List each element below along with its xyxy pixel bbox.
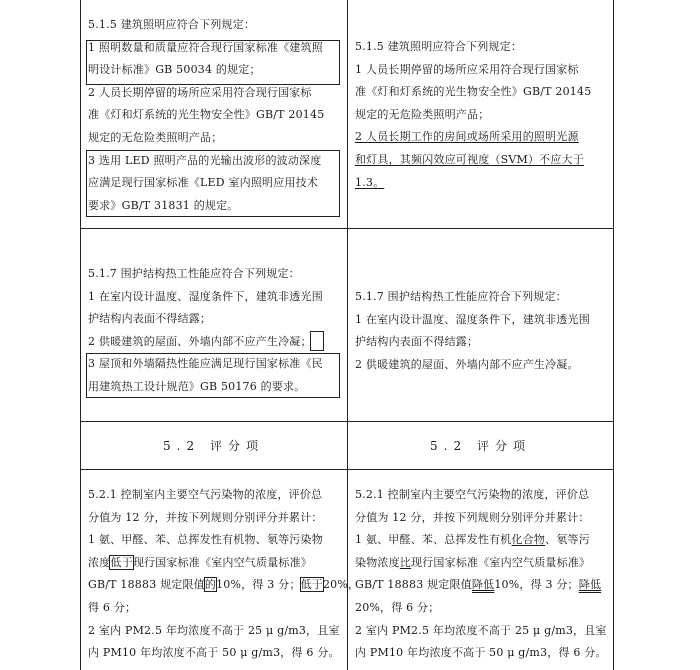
clause-line [355, 574, 611, 597]
clause-line: 2 室内 PM2.5 年均浓度不高于 25 μ g/m3，且室 [88, 623, 340, 637]
clause-line: 3 屋顶和外墙隔热性能应满足现行国家标准《民 [88, 357, 323, 371]
clause-line: 1 在室内设计温度、湿度条件下，建筑非透光围 [88, 289, 323, 303]
boxed-term: 的 [204, 578, 217, 592]
clause-line [88, 552, 344, 575]
text: 、氡等污 [545, 533, 590, 547]
clause-line: 分值为 12 分，并按下列规则分别评分并累计： [88, 510, 323, 524]
row-divider-3 [80, 469, 614, 470]
clause-line: 用建筑热工设计规范》GB 50176 的要求。 [88, 379, 306, 393]
clause-line: 5.2.1 控制室内主要空气污染物的浓度，评价总 [88, 488, 323, 501]
revised-term: 降低 [578, 578, 602, 592]
clause-line: 5.2.1 控制室内主要空气污染物的浓度，评价总 [355, 488, 590, 501]
clause-line: 明设计标准》GB 50034 的规定； [88, 63, 261, 77]
highlight-box-semicolon [310, 331, 324, 351]
table-column-divider [347, 0, 348, 670]
text: 浓度 [88, 555, 111, 569]
clause-line [355, 529, 611, 552]
right-clause-5-1-5 [355, 36, 611, 194]
clause-line: 1 人员长期停留的场所应采用符合现行国家标 [355, 62, 579, 76]
clause-line: 得 6 分； [88, 600, 137, 614]
clause-line: 规定的无危险类照明产品； [355, 107, 490, 121]
row-divider-2 [80, 421, 614, 422]
clause-line: 1 照明数量和质量应符合现行国家标准《建筑照 [88, 40, 323, 54]
right-clause-5-1-7 [355, 286, 611, 376]
boxed-term: 低于 [300, 578, 323, 592]
text: 10%，得 3 分； [216, 578, 301, 592]
right-section-header: 5.2 评分项 [430, 439, 531, 453]
left-clause-5-2-1 [88, 484, 360, 665]
clause-line: 准《灯和灯系统的光生物安全性》GB/T 20145 [88, 108, 325, 122]
clause-line: 护结构内表面不得结露； [355, 335, 479, 349]
row-divider-1 [80, 228, 614, 229]
clause-title: 5.1.7 围护结构热工性能应符合下列规定： [88, 267, 300, 280]
clause-line-revised: 1.3。 [355, 175, 385, 189]
clause-line: 2 供暖建筑的屋面、外墙内部不应产生冷凝。 [355, 357, 579, 371]
clause-line: 规定的无危险类照明产品； [88, 130, 223, 144]
clause-line: 准《灯和灯系统的光生物安全性》GB/T 20145 [355, 85, 592, 99]
highlight-box-item-3 [86, 150, 340, 217]
clause-line [355, 552, 611, 575]
clause-line: 分值为 12 分，并按下列规则分别评分并累计： [355, 510, 590, 524]
clause-line: 要求》GB/T 31831 的规定。 [88, 198, 239, 212]
clause-line: 2 人员长期停留的场所应采用符合现行国家标 [88, 85, 312, 99]
clause-line [88, 574, 360, 597]
boxed-term: 低于 [110, 555, 133, 569]
highlight-box-item-3 [86, 353, 340, 398]
clause-title: 5.1.5 建筑照明应符合下列规定： [355, 40, 523, 53]
clause-line-revised: 和灯具，其频闪效应可视度（SVM）不应大于 [355, 152, 584, 166]
left-section-header: 5.2 评分项 [163, 439, 264, 453]
clause-line: 3 选用 LED 照明产品的光输出波形的波动深度 [88, 153, 322, 167]
text: 染物浓度 [355, 555, 400, 569]
text: 1 氨、甲醛、苯、总挥发性有机 [355, 533, 512, 547]
table-border-right [613, 0, 614, 670]
text: 20%， [322, 578, 360, 592]
clause-line: 内 PM10 年均浓度不高于 50 μ g/m3，得 6 分。 [355, 646, 607, 660]
clause-line-revised: 2 人员长期工作的房间或场所采用的照明光源 [355, 130, 579, 144]
clause-line: 2 室内 PM2.5 年均浓度不高于 25 μ g/m3，且室 [355, 623, 607, 637]
text: 现行国家标准《室内空气质量标准》 [132, 555, 313, 569]
comparison-table [80, 0, 614, 670]
clause-line: 应满足现行国家标准《LED 室内照明应用技术 [88, 176, 319, 190]
revised-term: 比 [399, 555, 412, 569]
text: 10%，得 3 分； [494, 578, 579, 592]
text: 现行国家标准《室内空气质量标准》 [411, 555, 591, 569]
clause-line: 2 供暖建筑的屋面、外墙内部不应产生冷凝； [88, 334, 312, 348]
text: GB/T 18883 规定限值 [88, 578, 205, 592]
clause-line: 内 PM10 年均浓度不高于 50 μ g/m3，得 6 分。 [88, 646, 340, 660]
table-border-left [80, 0, 81, 670]
clause-title: 5.1.5 建筑照明应符合下列规定： [88, 18, 256, 31]
revised-term: 降低 [471, 578, 495, 592]
clause-line: 20%，得 6 分； [355, 600, 440, 614]
text: GB/T 18883 规定限值 [355, 578, 472, 592]
revised-term: 化合物 [511, 533, 546, 547]
highlight-box-item-1 [86, 40, 340, 85]
right-clause-5-2-1 [355, 484, 611, 665]
clause-line: 1 氨、甲醛、苯、总挥发性有机物、氡等污染物 [88, 533, 323, 547]
clause-line: 1 在室内设计温度、湿度条件下，建筑非透光围 [355, 312, 590, 326]
clause-line: 护结构内表面不得结露； [88, 312, 212, 326]
clause-title: 5.1.7 围护结构热工性能应符合下列规定： [355, 290, 567, 303]
